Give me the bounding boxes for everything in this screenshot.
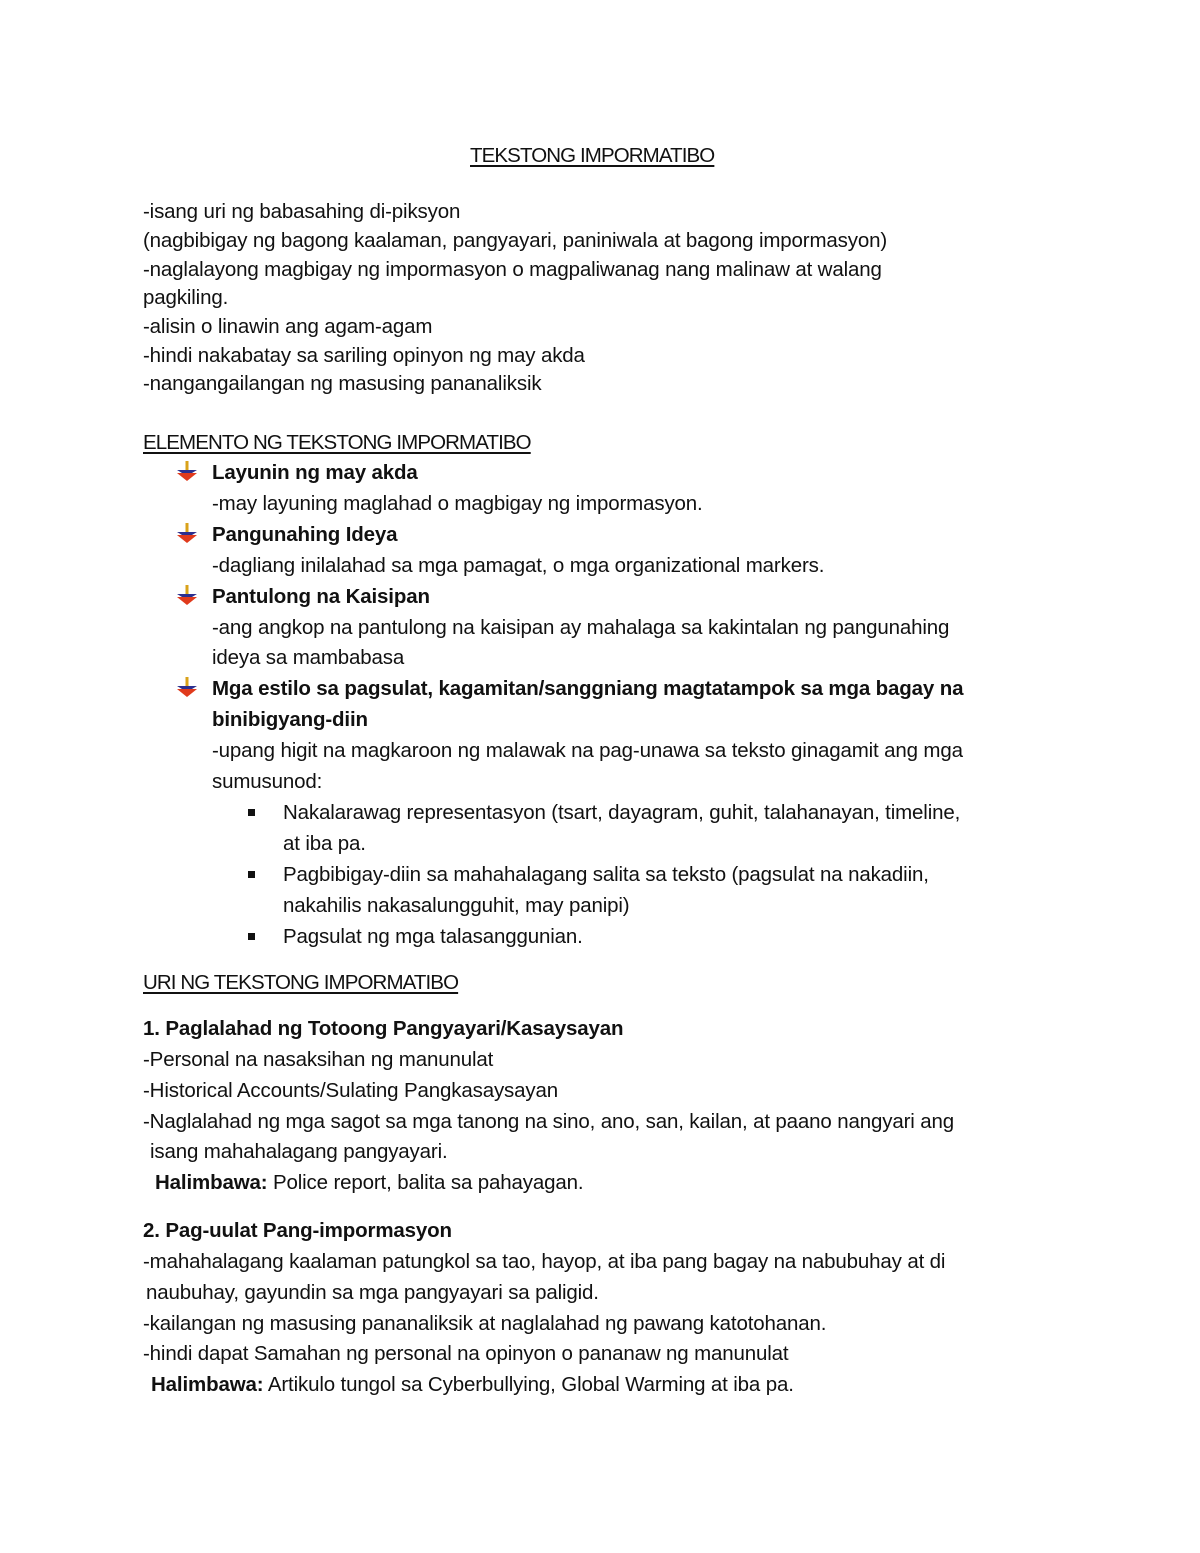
- square-bullet-icon: [248, 933, 255, 940]
- intro-line: -isang uri ng babasahing di-piksyon: [143, 200, 461, 223]
- subitem-line: Pagsulat ng mga talasanggunian.: [283, 925, 583, 948]
- arrow-bullet-icon: [175, 522, 199, 546]
- example-line: [151, 1370, 794, 1400]
- elements-heading: ELEMENTO NG TEKSTONG IMPORMATIBO: [143, 431, 531, 454]
- example-text: Police report, balita sa pahayagan.: [267, 1171, 584, 1194]
- subitem-line: Nakalarawag representasyon (tsart, dayagram, guhit, talahanayan, timeline,: [283, 801, 961, 824]
- type-line: naubuhay, gayundin sa mga pangyayari sa paligid.: [146, 1281, 599, 1304]
- subitem-line: at iba pa.: [283, 832, 366, 855]
- element-title: Pangunahing Ideya: [212, 523, 398, 546]
- square-bullet-icon: [248, 871, 255, 878]
- intro-line: (nagbibigay ng bagong kaalaman, pangyayari, paniniwala at bagong impormasyon): [143, 229, 888, 252]
- element-title: Mga estilo sa pagsulat, kagamitan/sanggniang magtatampok sa mga bagay na: [212, 677, 964, 700]
- type-line: -kailangan ng masusing pananaliksik at naglalahad ng pawang katotohanan.: [143, 1312, 827, 1335]
- type-line: -mahahalagang kaalaman patungkol sa tao, hayop, at iba pang bagay na nabubuhay at di: [143, 1250, 946, 1273]
- arrow-bullet-icon: [175, 460, 199, 484]
- intro-line: -hindi nakabatay sa sariling opinyon ng may akda: [143, 344, 585, 367]
- square-bullet-icon: [248, 809, 255, 816]
- arrow-bullet-icon: [175, 584, 199, 608]
- element-title: Pantulong na Kaisipan: [212, 585, 430, 608]
- intro-line: pagkiling.: [143, 286, 229, 309]
- subitem-line: nakahilis nakasalungguhit, may panipi): [283, 894, 630, 917]
- intro-line: -alisin o linawin ang agam-agam: [143, 315, 433, 338]
- types-heading: URI NG TEKSTONG IMPORMATIBO: [143, 971, 459, 994]
- element-desc: -dagliang inilalahad sa mga pamagat, o mga organizational markers.: [212, 554, 825, 577]
- element-desc: -upang higit na magkaroon ng malawak na pag-unawa sa teksto ginagamit ang mga: [212, 739, 963, 762]
- type-line: -Personal na nasaksihan ng manunulat: [143, 1048, 494, 1071]
- element-desc: -ang angkop na pantulong na kaisipan ay mahalaga sa kakintalan ng pangunahing: [212, 616, 950, 639]
- subitem-line: Pagbibigay-diin sa mahahalagang salita sa teksto (pagsulat na nakadiin,: [283, 863, 929, 886]
- example-text: Artikulo tungol sa Cyberbullying, Global Warming at iba pa.: [263, 1373, 794, 1396]
- element-desc: sumusunod:: [212, 770, 323, 793]
- example-label: Halimbawa:: [151, 1373, 264, 1396]
- type-title: 1. Paglalahad ng Totoong Pangyayari/Kasaysayan: [143, 1017, 624, 1040]
- type-line: isang mahahalagang pangyayari.: [150, 1140, 448, 1163]
- arrow-bullet-icon: [175, 676, 199, 700]
- element-desc: -may layuning maglahad o magbigay ng impormasyon.: [212, 492, 703, 515]
- intro-line: -nangangailangan ng masusing pananaliksik: [143, 372, 542, 395]
- page-title: TEKSTONG IMPORMATIBO: [470, 144, 715, 167]
- element-desc: ideya sa mambabasa: [212, 646, 405, 669]
- element-title: Layunin ng may akda: [212, 461, 418, 484]
- type-line: -Naglalahad ng mga sagot sa mga tanong na sino, ano, san, kailan, at paano nangyari ang: [143, 1110, 954, 1133]
- type-title: 2. Pag-uulat Pang-impormasyon: [143, 1219, 452, 1242]
- example-label: Halimbawa:: [155, 1171, 268, 1194]
- type-line: -hindi dapat Samahan ng personal na opinyon o pananaw ng manunulat: [143, 1342, 789, 1365]
- intro-line: -naglalayong magbigay ng impormasyon o magpaliwanag nang malinaw at walang: [143, 258, 882, 281]
- type-line: -Historical Accounts/Sulating Pangkasaysayan: [143, 1079, 559, 1102]
- element-title: binibigyang-diin: [212, 708, 368, 731]
- example-line: [155, 1168, 583, 1198]
